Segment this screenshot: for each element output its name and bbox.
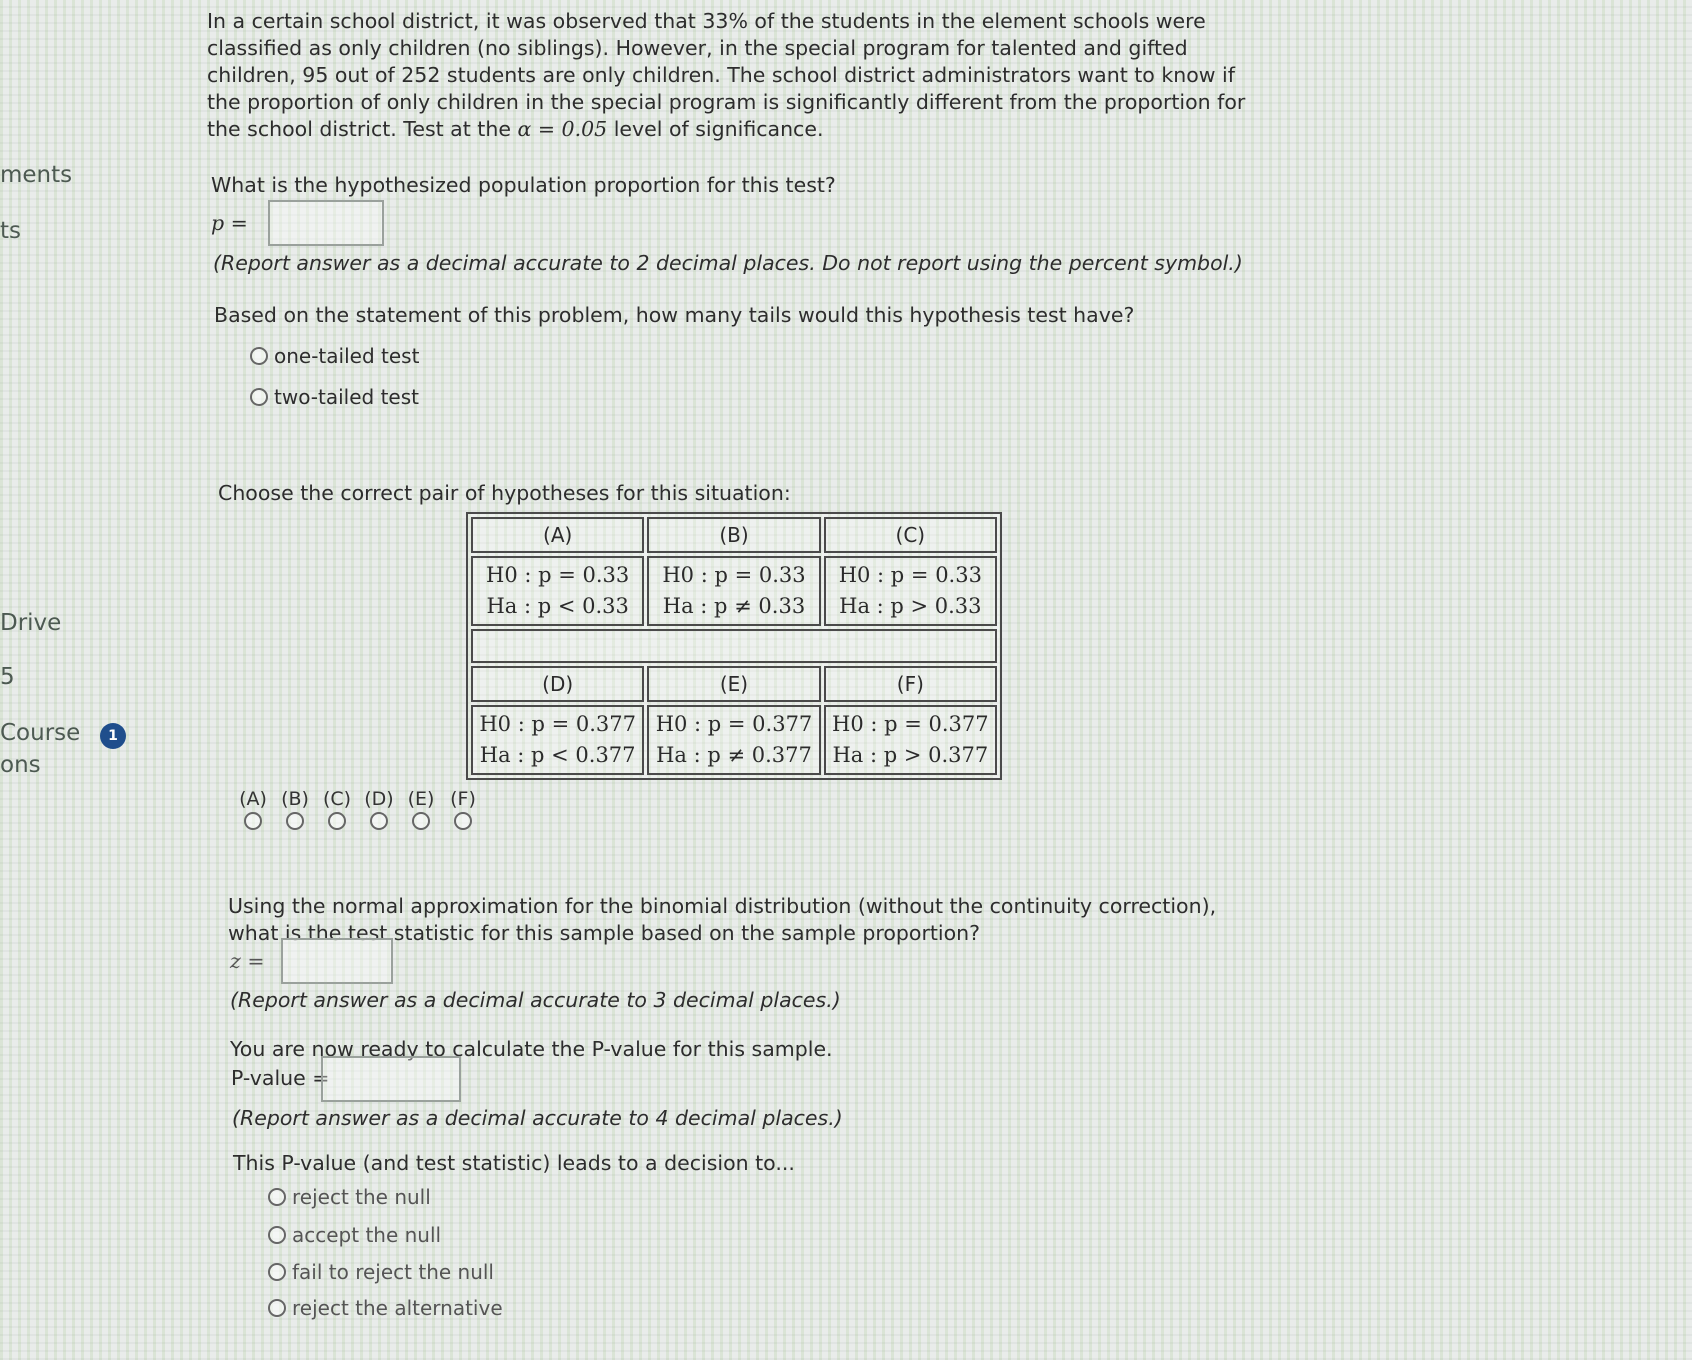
part4-var-label: z = xyxy=(230,949,265,973)
option-label: reject the null xyxy=(292,1185,431,1209)
hyp-alt: Ha : p < 0.377 xyxy=(479,743,636,767)
choice-label: (F) xyxy=(450,788,476,810)
hyp-null: H0 : p = 0.377 xyxy=(479,712,636,736)
radio-circle-icon[interactable] xyxy=(268,1226,286,1244)
choice-label: (C) xyxy=(322,788,352,810)
part5-prompt: You are now ready to calculate the P-value for this sample. xyxy=(230,1037,833,1061)
choice-f[interactable] xyxy=(442,788,484,830)
part5-var-label: P-value = xyxy=(231,1066,330,1090)
part1-prompt: What is the hypothesized population proportion for this test? xyxy=(211,173,836,197)
p-value-input[interactable] xyxy=(321,1056,461,1102)
part2-prompt: Based on the statement of this problem, how many tails would this hypothesis test have? xyxy=(214,303,1135,327)
hyp-cell xyxy=(471,556,644,626)
radio-circle-icon[interactable] xyxy=(268,1299,286,1317)
choice-c[interactable] xyxy=(316,788,358,830)
radio-circle-icon[interactable] xyxy=(268,1263,286,1281)
radio-circle-icon[interactable] xyxy=(454,812,472,830)
radio-circle-icon[interactable] xyxy=(370,812,388,830)
part6-prompt: This P-value (and test statistic) leads to a decision to... xyxy=(233,1151,795,1175)
hyp-header: (E) xyxy=(647,666,820,702)
choice-label: (B) xyxy=(281,788,309,810)
sidebar-item-number[interactable]: 5 xyxy=(0,664,15,690)
choice-e[interactable] xyxy=(400,788,442,830)
choice-a[interactable] xyxy=(232,788,274,830)
notification-badge: 1 xyxy=(100,723,126,749)
part3-prompt: Choose the correct pair of hypotheses for this situation: xyxy=(218,481,791,505)
option-reject-null[interactable] xyxy=(268,1185,431,1209)
radio-circle-icon[interactable] xyxy=(286,812,304,830)
hyp-null: H0 : p = 0.377 xyxy=(655,712,813,736)
option-label: two-tailed test xyxy=(274,385,419,409)
radio-circle-icon[interactable] xyxy=(250,347,268,365)
part5-note: (Report answer as a decimal accurate to 4 decimal places.) xyxy=(232,1106,843,1130)
option-label: accept the null xyxy=(292,1223,442,1247)
choice-label: (E) xyxy=(407,788,435,810)
part1-var-label: p = xyxy=(211,211,248,235)
part4-prompt: Using the normal approximation for the binomial distribution (without the continuity correction), what is the test statistic for this sample based on the sample proportion? xyxy=(228,894,1217,945)
option-label: fail to reject the null xyxy=(292,1260,494,1284)
hyp-header: (A) xyxy=(471,517,644,553)
radio-circle-icon[interactable] xyxy=(268,1188,286,1206)
sidebar-item-assignments[interactable]: ments xyxy=(0,162,73,188)
hyp-alt: Ha : p ≠ 0.377 xyxy=(656,743,812,767)
option-one-tailed[interactable] xyxy=(250,344,419,368)
sidebar-item-course[interactable]: Course xyxy=(0,720,81,746)
choice-label: (A) xyxy=(239,788,267,810)
hyp-null: H0 : p = 0.33 xyxy=(662,563,806,587)
sidebar-item-grades[interactable]: ts xyxy=(0,218,22,244)
hyp-header: (B) xyxy=(647,517,820,553)
table-spacer xyxy=(471,629,997,663)
option-two-tailed[interactable] xyxy=(250,385,419,409)
hyp-cell xyxy=(647,705,820,775)
choice-label: (D) xyxy=(364,788,394,810)
hyp-null: H0 : p = 0.377 xyxy=(832,712,989,736)
hyp-cell xyxy=(824,705,997,775)
radio-circle-icon[interactable] xyxy=(412,812,430,830)
option-label: reject the alternative xyxy=(292,1296,503,1320)
hyp-cell xyxy=(647,556,820,626)
option-label: one-tailed test xyxy=(274,344,420,368)
option-reject-alternative[interactable] xyxy=(268,1296,503,1320)
part4-note: (Report answer as a decimal accurate to 3 decimal places.) xyxy=(230,988,841,1012)
option-accept-null[interactable] xyxy=(268,1223,441,1247)
part1-note: (Report answer as a decimal accurate to 2 decimal places. Do not report using the percent symbol.) xyxy=(213,251,1243,275)
radio-circle-icon[interactable] xyxy=(250,388,268,406)
choice-b[interactable] xyxy=(274,788,316,830)
hyp-cell xyxy=(471,705,644,775)
question-intro xyxy=(207,8,1267,143)
sidebar-item-drive[interactable]: Drive xyxy=(0,610,62,636)
choice-d[interactable] xyxy=(358,788,400,830)
hyp-null: H0 : p = 0.33 xyxy=(838,563,982,587)
radio-circle-icon[interactable] xyxy=(328,812,346,830)
hypothesis-choices xyxy=(232,788,484,830)
hyp-header: (F) xyxy=(824,666,997,702)
option-fail-to-reject-null[interactable] xyxy=(268,1260,494,1284)
hyp-header: (C) xyxy=(824,517,997,553)
p-input[interactable] xyxy=(268,200,384,246)
radio-circle-icon[interactable] xyxy=(244,812,262,830)
hyp-alt: Ha : p < 0.33 xyxy=(486,594,629,618)
z-input[interactable] xyxy=(281,938,393,984)
hyp-alt: Ha : p > 0.377 xyxy=(832,743,989,767)
hyp-alt: Ha : p > 0.33 xyxy=(839,594,982,618)
hyp-header: (D) xyxy=(471,666,644,702)
sidebar-item-options[interactable]: ons xyxy=(0,752,41,778)
intro-end-text: level of significance. xyxy=(613,117,824,141)
hyp-null: H0 : p = 0.33 xyxy=(486,563,630,587)
hypotheses-table xyxy=(466,512,1002,780)
hyp-cell xyxy=(824,556,997,626)
intro-text: In a certain school district, it was observed that 33% of the students in the element schools were classified as only children (no siblings). However, in the special program for talented and gifted children, 95 out of 252 students are only children. The school district administrators want to know if the proportion of only children in the special program is significantly different from the proportion for the school district. Test at the xyxy=(207,9,1246,141)
hyp-alt: Ha : p ≠ 0.33 xyxy=(662,594,806,618)
alpha-expression: α = 0.05 xyxy=(517,117,608,141)
